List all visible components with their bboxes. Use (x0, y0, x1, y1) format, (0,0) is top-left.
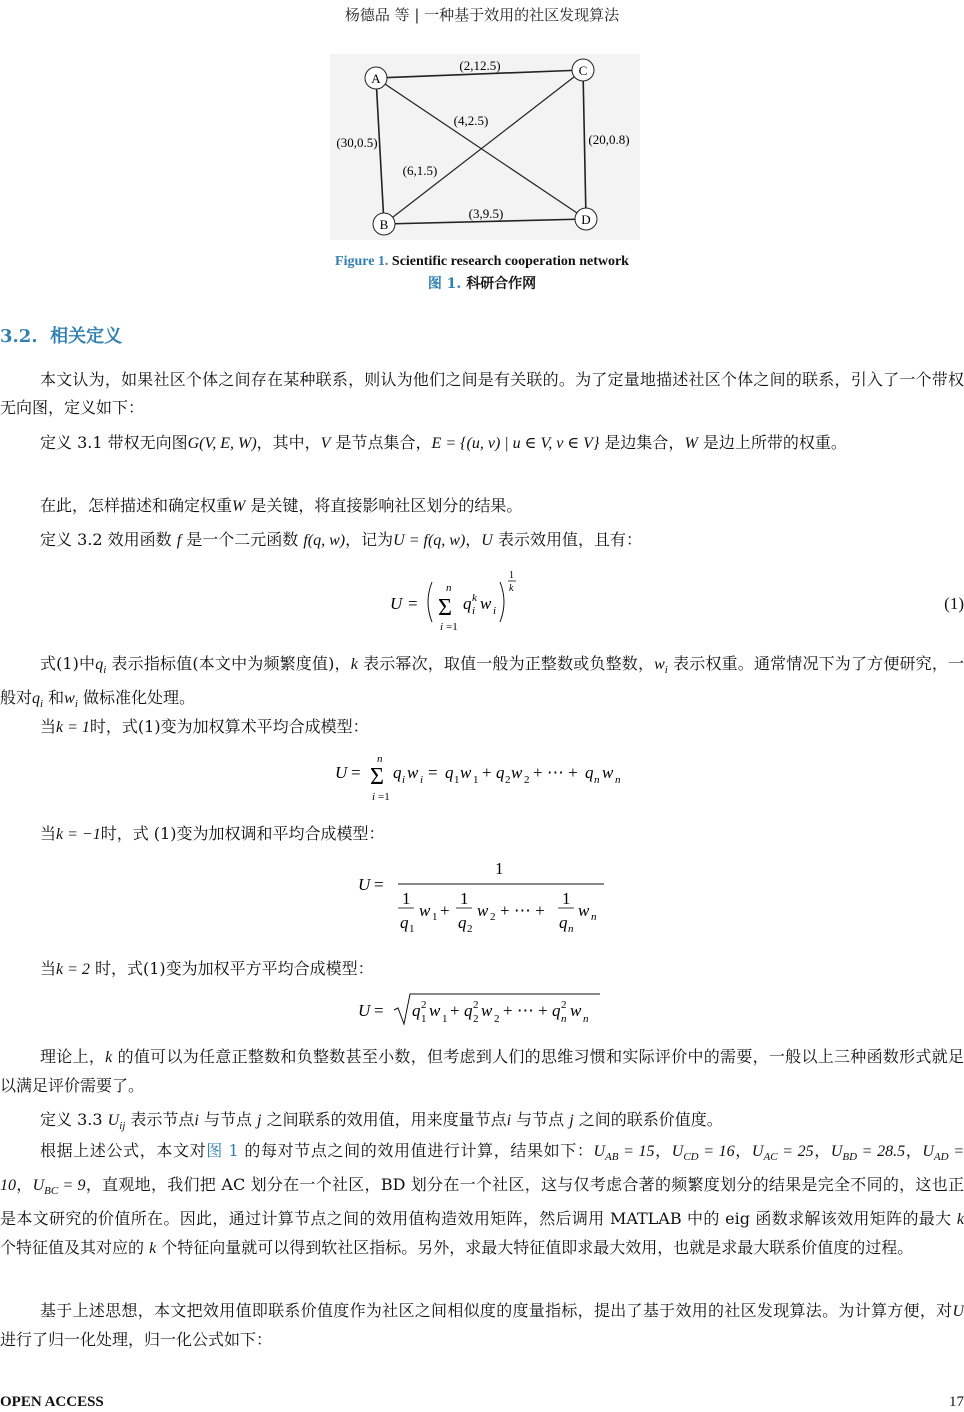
figure-caption-en: Figure 1. Scientific research cooperation network (335, 254, 629, 269)
svg-text:q: q (559, 913, 568, 932)
svg-text:U: U (358, 1001, 371, 1020)
edge-label-ac: (2,12.5) (459, 58, 501, 73)
edge-label-ab: (30,0.5) (336, 135, 378, 150)
svg-text:q: q (585, 763, 594, 782)
svg-text:w: w (511, 763, 523, 782)
svg-text:w: w (602, 763, 614, 782)
svg-text:q: q (458, 913, 467, 932)
paragraph-k-equals-2: 当k = 2 时，式(1)变为加权平方平均合成模型： (40, 959, 374, 978)
svg-text:2: 2 (421, 999, 427, 1011)
equation-1 (380, 566, 540, 638)
svg-text:q: q (464, 1001, 473, 1020)
svg-text:w: w (477, 901, 489, 920)
svg-text:1: 1 (454, 774, 460, 786)
svg-text:q: q (412, 1001, 421, 1020)
svg-text:2: 2 (494, 1013, 500, 1025)
page-number: 17 (949, 1394, 964, 1410)
paragraph-intro: 本文认为，如果社区个体之间存在某种联系，则认为他们之间是有关联的。为了定量地描述社区个体之间的联系，引入了一个带权无向图，定义如下： (0, 370, 964, 417)
svg-text:1: 1 (442, 1013, 448, 1025)
svg-text:U: U (358, 875, 371, 894)
svg-text:2: 2 (505, 774, 511, 786)
svg-text:1: 1 (562, 889, 571, 908)
svg-text:+ ⋯ +: + ⋯ + (503, 1001, 548, 1020)
svg-text:k: k (472, 592, 477, 604)
svg-text:n: n (594, 774, 600, 786)
definition-3-2: 定义 3.2 效用函数 f 是一个二元函数 f(q, w)，记为U = f(q, w)，U 表示效用值，且有： (40, 530, 642, 549)
equation-harmonic-mean (350, 852, 620, 942)
svg-text:w: w (481, 1001, 493, 1020)
svg-text:2: 2 (467, 923, 473, 935)
svg-text:w: w (407, 763, 419, 782)
definition-3-1: 定义 3.1 带权无向图G(V, E, W)，其中，V 是节点集合，E = {(u, v) | u ∈ V, v ∈ V} 是边集合，W 是边上所带的权重。 (40, 433, 847, 452)
section-heading: 3.2. 相关定义 (0, 326, 123, 347)
svg-text:2: 2 (473, 999, 479, 1011)
svg-text:U: U (390, 594, 403, 613)
figure-caption-cn: 图 1. 科研合作网 (427, 276, 537, 292)
svg-text:1: 1 (473, 774, 479, 786)
equation-1-number: (1) (944, 594, 964, 613)
paragraph-eq1-explanation: 式(1)中$q_i$ 表示指标值(本文中为频繁度值)，k 表示幂次，取值一般为正整数或负整数，$w_i$ 表示权重。通常情况下为了方便研究，一般对$q_i$ 和$w_i$ 做标准化处理。 (0, 654, 964, 711)
svg-text:q: q (463, 594, 472, 613)
svg-text:i: i (372, 791, 376, 803)
svg-text:q: q (400, 913, 409, 932)
svg-text:U: U (335, 763, 348, 782)
svg-text:=1: =1 (378, 791, 390, 803)
node-d-label: D (581, 212, 591, 227)
svg-text:1: 1 (409, 923, 415, 935)
svg-text:2: 2 (561, 999, 567, 1011)
svg-text:q: q (445, 763, 454, 782)
footer-open-access: OPEN ACCESS (0, 1394, 104, 1410)
svg-text:2: 2 (524, 774, 530, 786)
svg-text:=: = (428, 763, 438, 782)
edge-label-cd: (20,0.8) (588, 132, 630, 147)
svg-text:q: q (393, 763, 402, 782)
svg-text:+: + (440, 901, 450, 920)
svg-text:w: w (419, 901, 431, 920)
paragraph-algorithm: 基于上述思想，本文把效用值即联系价值度作为社区之间相似度的度量指标，提出了基于效用的社区发现算法。为计算方便，对U 进行了归一化处理，归一化公式如下： (0, 1301, 964, 1349)
svg-text:1: 1 (432, 911, 438, 923)
svg-text:n: n (568, 923, 574, 935)
svg-text:w: w (460, 763, 472, 782)
node-b-label: B (379, 217, 389, 232)
svg-text:k: k (509, 583, 514, 594)
svg-text:Σ: Σ (438, 595, 452, 621)
equation-arithmetic-mean (325, 748, 645, 804)
network-figure (330, 54, 640, 240)
figure-1-link[interactable]: 图 1 (206, 1141, 239, 1160)
edge-label-ad: (4,2.5) (453, 113, 489, 128)
node-c-label: C (578, 63, 588, 78)
svg-text:q: q (552, 1001, 561, 1020)
edge-label-bd: (3,9.5) (468, 206, 504, 221)
svg-text:n: n (615, 774, 621, 786)
svg-text:i: i (402, 774, 406, 786)
svg-text:i: i (472, 605, 476, 617)
svg-text:n: n (446, 582, 452, 594)
definition-3-3: 定义 3.3 $U_{ij}$ 表示节点i 与节点 j 之间联系的效用值，用来度量节点i 与节点 j 之间的联系价值度。 (40, 1110, 723, 1133)
svg-text:n: n (561, 1013, 567, 1025)
svg-text:+: + (482, 763, 492, 782)
svg-text:n: n (583, 1013, 589, 1025)
paragraph-results: 根据上述公式，本文对图 1 的每对节点之间的效用值进行计算，结果如下：$U_{AB} = 15$，$U_{CD} = 16$，$U_{AC} = 25$，$U_{BD} = 28.5$，$U_{AD} = 10$，$U_{BC} = 9$，直观地，我们把 AC 划分在一个社区，BD 划分在一个社区，这与仅考虑合著的频繁度划分的结果是完全不同的，这也正是本文研究的价值所在。因此，通过计算节点之间的效用值构造效用矩阵，然后调用 MATLAB 中的 eig 函数求解该效用矩阵的最大 k 个特征值及其对应的 k 个特征向量就可以得到软社区指标。另外，求最大特征值即求最大效用，也就是求最大联系价值度的过程。 (0, 1141, 964, 1258)
svg-text:+ ⋯ +: + ⋯ + (533, 763, 578, 782)
svg-text:w: w (570, 1001, 582, 1020)
running-head: 杨德品 等 | 一种基于效用的社区发现算法 (344, 6, 620, 24)
svg-text:=: = (408, 594, 418, 613)
svg-text:i: i (493, 605, 497, 617)
svg-text:i: i (440, 621, 444, 633)
svg-text:n: n (591, 911, 597, 923)
edge-label-bc: (6,1.5) (402, 163, 438, 178)
svg-text:w: w (480, 594, 492, 613)
svg-text:1: 1 (402, 889, 411, 908)
paragraph-weight: 在此，怎样描述和确定权重W 是关键，将直接影响社区划分的结果。 (40, 496, 523, 515)
svg-text:1: 1 (460, 889, 469, 908)
svg-text:2: 2 (490, 911, 496, 923)
svg-text:2: 2 (473, 1013, 479, 1025)
svg-text:w: w (578, 901, 590, 920)
svg-text:=: = (374, 875, 384, 894)
svg-text:=: = (351, 763, 361, 782)
svg-text:+ ⋯ +: + ⋯ + (500, 901, 545, 920)
svg-text:q: q (496, 763, 505, 782)
paragraph-k-equals-minus-1: 当k = −1时，式 (1)变为加权调和平均合成模型： (40, 824, 385, 843)
svg-text:=1: =1 (446, 621, 458, 633)
svg-text:=: = (374, 1001, 384, 1020)
equation-quadratic-mean (350, 988, 610, 1032)
svg-text:n: n (377, 753, 383, 765)
node-a-label: A (371, 71, 381, 86)
svg-text:w: w (429, 1001, 441, 1020)
svg-text:1: 1 (495, 859, 504, 878)
svg-text:i: i (420, 774, 424, 786)
paragraph-theory: 理论上，k 的值可以为任意正整数和负整数甚至小数，但考虑到人们的思维习惯和实际评价中的需要，一般以上三种函数形式就足以满足评价需要了。 (0, 1047, 964, 1095)
svg-text:1: 1 (421, 1013, 427, 1025)
svg-text:Σ: Σ (370, 764, 384, 790)
svg-text:+: + (450, 1001, 460, 1020)
paragraph-k-equals-1: 当k = 1时，式(1)变为加权算术平均合成模型： (40, 717, 369, 736)
svg-text:1: 1 (509, 570, 514, 581)
